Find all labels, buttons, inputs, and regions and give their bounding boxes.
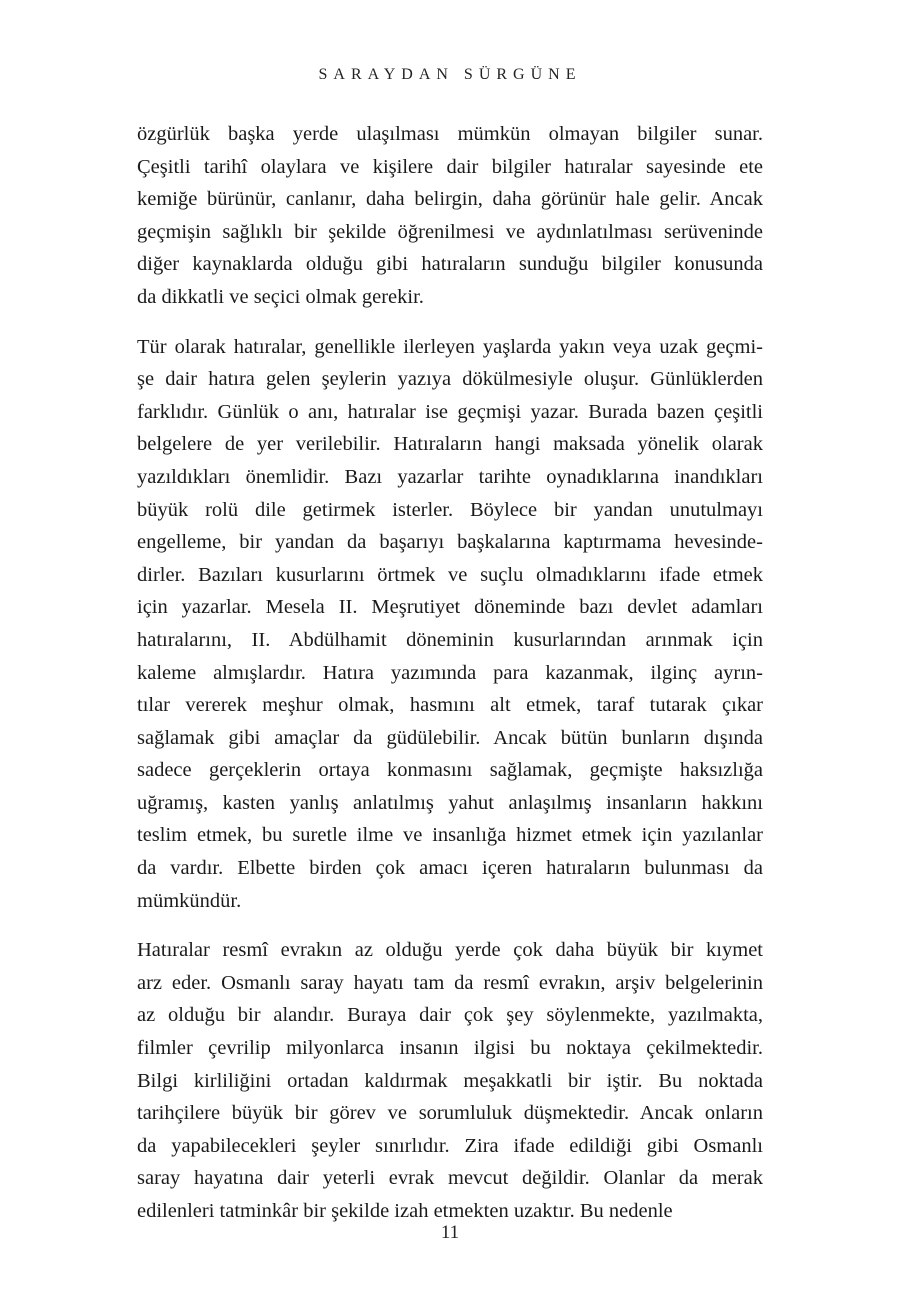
- text-line: dirler. Bazıları kusurlarını örtmek ve suçlu olmadıklarını ifade etmek: [137, 563, 763, 586]
- text-line: da yapabilecekleri şeyler sınırlıdır. Zira ifade edildiği gibi Osmanlı: [137, 1134, 763, 1157]
- text-line: yazıldıkları önemlidir. Bazı yazarlar tarihte oynadıklarına inandıkları: [137, 465, 763, 488]
- text-line: Tür olarak hatıralar, genellikle ilerleyen yaşlarda yakın veya uzak geçmi-: [137, 335, 763, 358]
- text-line: engelleme, bir yandan da başarıyı başkalarına kaptırmama hevesinde-: [137, 531, 763, 554]
- text-line: büyük rolü dile getirmek isterler. Böylece bir yandan unutulmayı: [137, 498, 763, 521]
- text-line: arz eder. Osmanlı saray hayatı tam da resmî evrakın, arşiv belgelerinin: [137, 971, 763, 994]
- text-line: diğer kaynaklarda olduğu gibi hatıraların sunduğu bilgiler konusunda: [137, 253, 763, 276]
- text-line: Çeşitli tarihî olaylara ve kişilere dair bilgiler hatıralar sayesinde ete: [137, 155, 763, 178]
- text-line: edilenleri tatminkâr bir şekilde izah etmekten uzaktır. Bu nedenle: [137, 1200, 673, 1222]
- text-line: Bilgi kirliliğini ortadan kaldırmak meşakkatli bir iştir. Bu noktada: [137, 1069, 763, 1092]
- text-line: az olduğu bir alandır. Buraya dair çok şey söylenmekte, yazılmakta,: [137, 1004, 763, 1027]
- text-line: kemiğe bürünür, canlanır, daha belirgin, daha görünür hale gelir. Ancak: [137, 188, 763, 211]
- body-text: [137, 118, 763, 1245]
- text-line: saray hayatına dair yeterli evrak mevcut değildir. Olanlar da merak: [137, 1167, 763, 1190]
- text-line: Hatıralar resmî evrakın az olduğu yerde çok daha büyük bir kıymet: [137, 939, 763, 962]
- page-number: 11: [440, 1222, 460, 1243]
- text-line: özgürlük başka yerde ulaşılması mümkün olmayan bilgiler sunar.: [137, 123, 763, 145]
- text-line: hatıralarını, II. Abdülhamit döneminin kusurlarından arınmak için: [137, 628, 763, 651]
- paragraph: [137, 934, 763, 1227]
- text-line: kaleme almışlardır. Hatıra yazımında para kazanmak, ilginç ayrın-: [137, 661, 763, 684]
- paragraph: [137, 331, 763, 918]
- text-line: uğramış, kasten yanlış anlatılmış yahut anlaşılmış insanların hakkını: [137, 791, 763, 814]
- text-line: sağlamak gibi amaçlar da güdülebilir. Ancak bütün bunların dışında: [137, 726, 763, 749]
- text-line: için yazarlar. Mesela II. Meşrutiyet döneminde bazı devlet adamları: [137, 596, 763, 619]
- paragraph: [137, 118, 763, 314]
- text-line: da vardır. Elbette birden çok amacı içeren hatıraların bulunması da: [137, 857, 763, 880]
- text-line: sadece gerçeklerin ortaya konmasını sağlamak, geçmişte haksızlığa: [137, 759, 763, 782]
- text-line: filmler çevrilip milyonlarca insanın ilgisi bu noktaya çekilmektedir.: [137, 1037, 763, 1060]
- text-line: tılar vererek meşhur olmak, hasmını alt etmek, taraf tutarak çıkar: [137, 694, 763, 717]
- text-line: belgelere de yer verilebilir. Hatıraların hangi maksada yönelik olarak: [137, 433, 763, 456]
- text-line: geçmişin sağlıklı bir şekilde öğrenilmesi ve aydınlatılması serüveninde: [137, 220, 763, 243]
- text-line: mümkündür.: [137, 889, 242, 912]
- text-line: şe dair hatıra gelen şeylerin yazıya dökülmesiyle oluşur. Günlüklerden: [137, 368, 763, 391]
- text-line: farklıdır. Günlük o anı, hatıralar ise geçmişi yazar. Burada bazen çeşitli: [137, 400, 763, 423]
- text-line: teslim etmek, bu suretle ilme ve insanlığa hizmet etmek için yazılanlar: [137, 824, 763, 847]
- text-line: tarihçilere büyük bir görev ve sorumluluk düşmektedir. Ancak onların: [137, 1102, 763, 1125]
- running-header: SARAYDAN SÜRGÜNE: [318, 66, 582, 83]
- text-line: da dikkatli ve seçici olmak gerekir.: [137, 285, 424, 308]
